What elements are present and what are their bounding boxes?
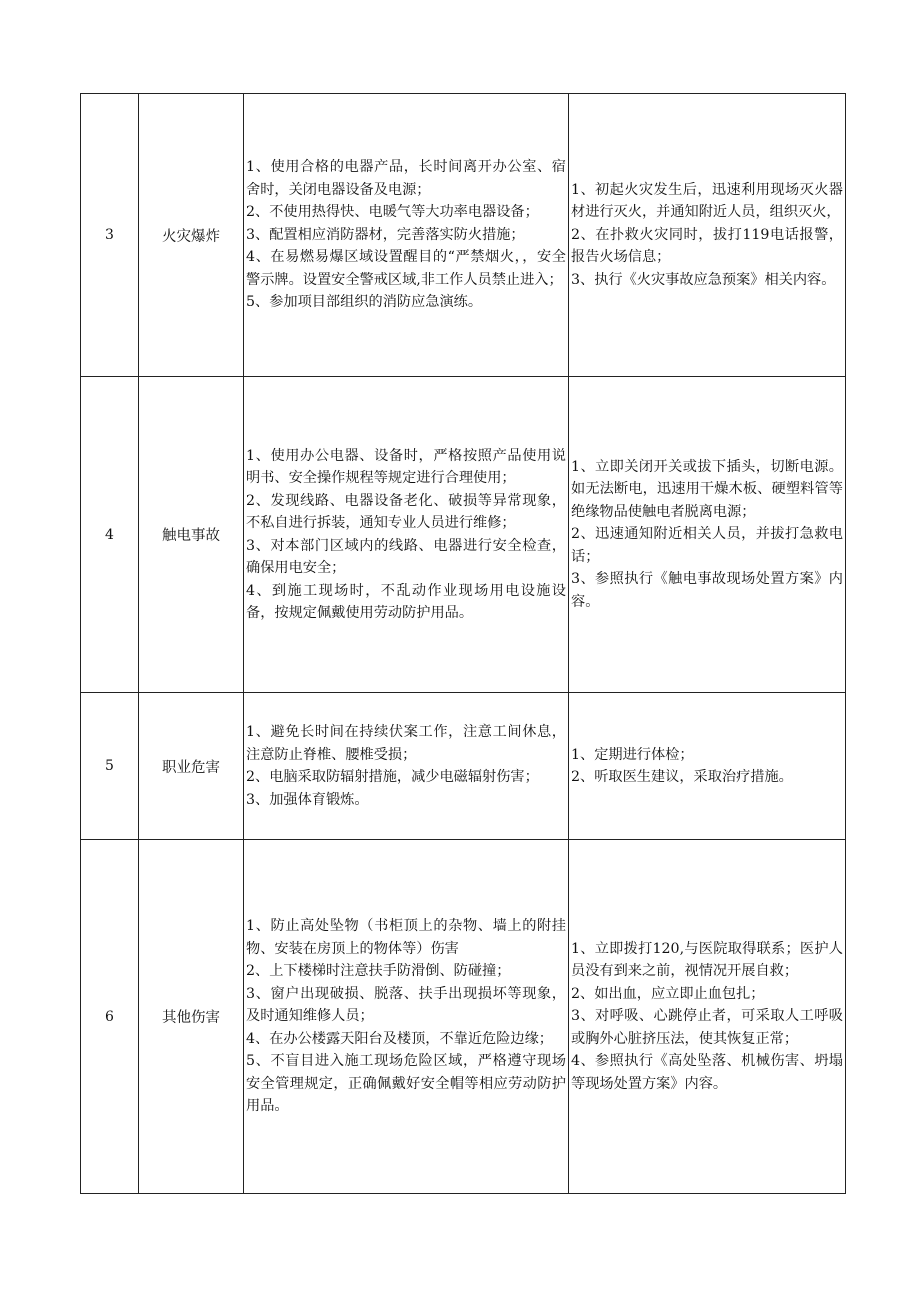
response-item: 2、迅速通知附近相关人员，并拔打急救电话；	[571, 526, 843, 565]
row-number: 4	[81, 377, 139, 693]
hazard-name: 其他伤害	[139, 840, 244, 1194]
response-item: 3、参照执行《触电事故现场处置方案》内容。	[571, 571, 843, 610]
row-number: 5	[81, 693, 139, 840]
measure-item: 4、在办公楼露天阳台及楼顶，不靠近危险边缘；	[246, 1030, 553, 1047]
response-item: 1、立即关闭开关或拔下插头，切断电源。如无法断电，迅速用干燥木板、硬塑料管等绝缘物品使触电者脱离电源；	[571, 458, 843, 520]
emergency-response	[569, 377, 846, 693]
response-item: 1、初起火灾发生后，迅速利用现场灭火器材进行灭火，并通知附近人员，组织灭火，	[571, 181, 843, 221]
measure-item: 4、到施工现场时，不乱动作业现场用电设施设备，按规定佩戴使用劳动防护用品。	[246, 582, 566, 621]
measure-item: 3、加强体育锻炼。	[246, 791, 369, 808]
response-item: 2、如出血，应立即止血包扎；	[571, 985, 765, 1002]
measure-item: 5、不盲目进入施工现场危险区域，严格遵守现场安全管理规定，正确佩戴好安全帽等相应劳动防护用品。	[246, 1053, 566, 1115]
response-item: 2、听取医生建议，采取治疗措施。	[571, 769, 793, 785]
response-item: 1、立即拨打120,与医院取得联系；医护人员没有到来之前，视情况开展自救；	[571, 940, 843, 980]
measure-item: 2、上下楼梯时注意扶手防滑倒、防碰撞；	[246, 963, 511, 980]
response-item: 1、定期进行体检；	[571, 746, 694, 763]
emergency-response	[569, 693, 846, 840]
hazard-name: 职业危害	[139, 693, 244, 840]
measure-item: 2、不使用热得快、电暖气等大功率电器设备；	[246, 204, 539, 221]
prevention-measures	[244, 840, 569, 1194]
table-row	[81, 94, 846, 377]
row-number: 6	[81, 840, 139, 1194]
measure-item: 2、发现线路、电器设备老化、破损等异常现象，不私自进行拆装，通知专业人员进行维修；	[246, 492, 566, 531]
measure-item: 3、配置相应消防器材，完善落实防火措施；	[246, 226, 525, 243]
measure-item: 5、参加项目部组织的消防应急演练。	[246, 294, 483, 311]
measure-item: 1、使用办公电器、设备时，严格按照产品使用说明书、安全操作规程等规定进行合理使用；	[246, 447, 566, 486]
response-item: 3、对呼吸、心跳停止者，可采取人工呼吸或胸外心脏挤压法，使其恢复正常；	[571, 1008, 843, 1047]
emergency-response	[569, 94, 846, 377]
hazard-name: 火灾爆炸	[139, 94, 244, 377]
measure-item: 3、对本部门区域内的线路、电器进行安全检查，确保用电安全；	[246, 537, 566, 576]
measure-item: 1、防止高处坠物（书柜顶上的杂物、墙上的附挂物、安装在房顶上的物体等）伤害	[246, 918, 566, 957]
response-item: 2、在扑救火灾同时，拔打119电话报警，报告火场信息；	[571, 226, 843, 266]
table-row	[81, 377, 846, 693]
measure-item: 1、避免长时间在持续伏案工作，注意工间休息，注意防止脊椎、腰椎受损；	[246, 724, 566, 763]
response-item: 4、参照执行《高处坠落、机械伤害、坍塌等现场处置方案》内容。	[571, 1053, 843, 1092]
prevention-measures	[244, 377, 569, 693]
measure-item: 2、电脑采取防辐射措施，减少电磁辐射伤害；	[246, 769, 539, 785]
response-item: 3、执行《火灾事故应急预案》相关内容。	[571, 271, 836, 288]
table-row	[81, 693, 846, 840]
table-row	[81, 840, 846, 1194]
risk-control-table	[80, 93, 846, 1194]
prevention-measures	[244, 693, 569, 840]
prevention-measures	[244, 94, 569, 377]
measure-item: 1、使用合格的电器产品，长时间离开办公室、宿舍时，关闭电器设备及电源；	[246, 159, 566, 198]
emergency-response	[569, 840, 846, 1194]
measure-item: 4、在易燃易爆区域设置醒目的“严禁烟火，，安全警示牌。设置安全警戒区域,非工作人员禁止进入；	[246, 249, 566, 288]
row-number: 3	[81, 94, 139, 377]
measure-item: 3、窗户出现破损、脱落、扶手出现损坏等现象，及时通知维修人员；	[246, 985, 566, 1025]
hazard-name: 触电事故	[139, 377, 244, 693]
